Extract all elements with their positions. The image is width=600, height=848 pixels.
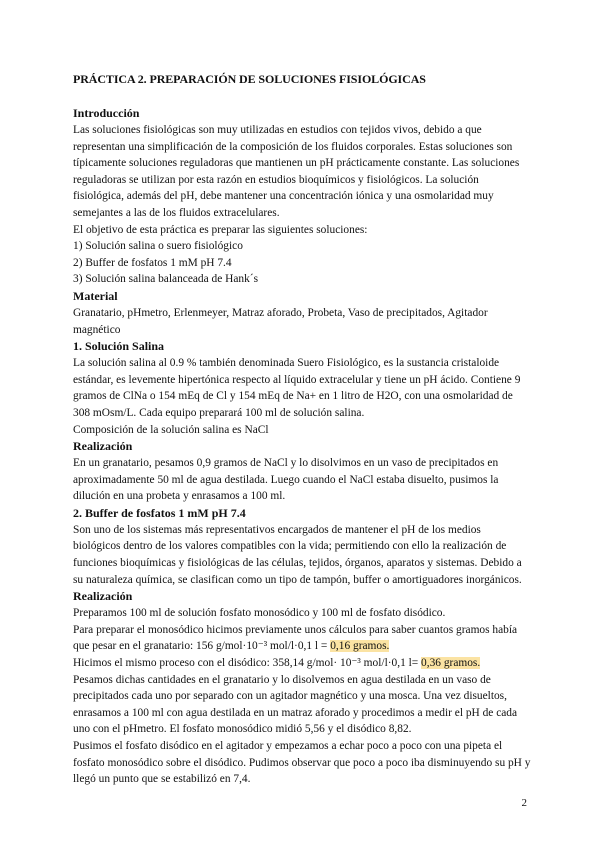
saline-realizacion-heading: Realización bbox=[73, 439, 133, 454]
list-item: 2) Buffer de fosfatos 1 mM pH 7.4 bbox=[73, 256, 232, 269]
intro-heading: Introducción bbox=[73, 106, 140, 120]
material-heading: Material bbox=[73, 288, 118, 303]
buffer-step-5: Pusimos el fosfato disódico en el agitador y empezamos a echar poco a poco con una pipeta el fosfato monosódico sobre el disódico. Pudimos observar que poco a poco iba disminuyendo su pH y llegó un punto que se estabilizó en 7,4. bbox=[73, 740, 531, 786]
calc-monosodico: Para preparar el monosódico hicimos previamente unos cálculos para saber cuantos gramos había que pesar en el granatario: 156 g/mol·10⁻³ mol/l·0,1 l = bbox=[73, 623, 518, 653]
page-number: 2 bbox=[521, 797, 527, 809]
document-page bbox=[73, 72, 531, 788]
buffer-realizacion-heading: Realización bbox=[73, 589, 133, 604]
material-text: Granatario, pHmetro, Erlenmeyer, Matraz aforado, Probeta, Vaso de precipitados, Agitador magnético bbox=[73, 306, 488, 336]
list-item: 1) Solución salina o suero fisiológico bbox=[73, 240, 243, 253]
objective-text: El objetivo de esta práctica es preparar las siguientes soluciones: bbox=[73, 223, 368, 236]
buffer-step-2 bbox=[73, 622, 531, 655]
buffer-paragraph: Son uno de los sistemas más representativos encargados de mantener el pH de los medios biológicos dentro de los valores compatibles con la vida; permitiendo con ello la realización de funciones bioquímicas y fisiológicas de las células, tejidos, órganos, aparatos y sistemas. Debido a su naturaleza química, se clasifican como un tipo de tampón, buffer o amortiguadores inorgánicos. bbox=[73, 523, 522, 586]
saline-composition: Composición de la solución salina es NaCl bbox=[73, 423, 269, 436]
buffer-step-3 bbox=[73, 655, 531, 672]
intro-paragraph: Las soluciones fisiológicas son muy utilizadas en estudios con tejidos vivos, debido a que representan una simplificación de la composición de los fluidos corporales. Estas soluciones son típicamente soluciones reguladoras que mantienen un pH prácticamente constante. Las soluciones reguladoras se utilizan por esta razón en estudios bioquímicos y fisiológicos. La solución fisiológica, además del pH, debe mantener una concentración iónica y una osmolaridad muy semejantes a las de los fluidos extracelulares. bbox=[73, 124, 520, 219]
saline-paragraph: La solución salina al 0.9 % también denominada Suero Fisiológico, es la sustancia cristaloide estándar, es levemente hipertónica respecto al líquido extracelular y tiene un pH ácido. Contiene 9 gramos de ClNa o 154 mEq de Cl y 154 mEq de Na+ en 1 litro de H2O, con una osmolaridad de 308 mOsm/L. Cada equipo preparará 100 ml de solución salina. bbox=[73, 357, 521, 419]
calc-disodico: Hicimos el mismo proceso con el disódico: 358,14 g/mol· 10⁻³ mol/l·0,1 l= bbox=[73, 657, 422, 670]
buffer-step-4: Pesamos dichas cantidades en el granatario y lo disolvemos en agua destilada en un vaso de precipitados cada uno por separado con un agitador magnético y una mosca. Una vez disueltos, enrasamos a 100 ml con agua destilada en un matraz aforado y procedimos a medir el pH de cada uno con el pHmetro. El fosfato monosódico midió 5,56 y el disódico 8,82. bbox=[73, 673, 518, 736]
highlight-result: 0,36 gramos. bbox=[421, 657, 481, 670]
page-title: PRÁCTICA 2. PREPARACIÓN DE SOLUCIONES FISIOLÓGICAS bbox=[73, 72, 426, 86]
buffer-heading: 2. Buffer de fosfatos 1 mM pH 7.4 bbox=[73, 505, 246, 520]
list-item: 3) Solución salina balanceada de Hank´s bbox=[73, 273, 259, 286]
saline-heading: 1. Solución Salina bbox=[73, 339, 165, 354]
saline-realizacion-text: En un granatario, pesamos 0,9 gramos de NaCl y lo disolvimos en un vaso de precipitados en aproximadamente 50 ml de agua destilada. Luego cuando el NaCl estaba disuelto, pusimos la dilución en una probeta y enrasamos a 100 ml. bbox=[73, 457, 499, 503]
buffer-step-1: Preparamos 100 ml de solución fosfato monosódico y 100 ml de fosfato disódico. bbox=[73, 607, 446, 620]
highlight-result: 0,16 gramos. bbox=[330, 640, 390, 653]
